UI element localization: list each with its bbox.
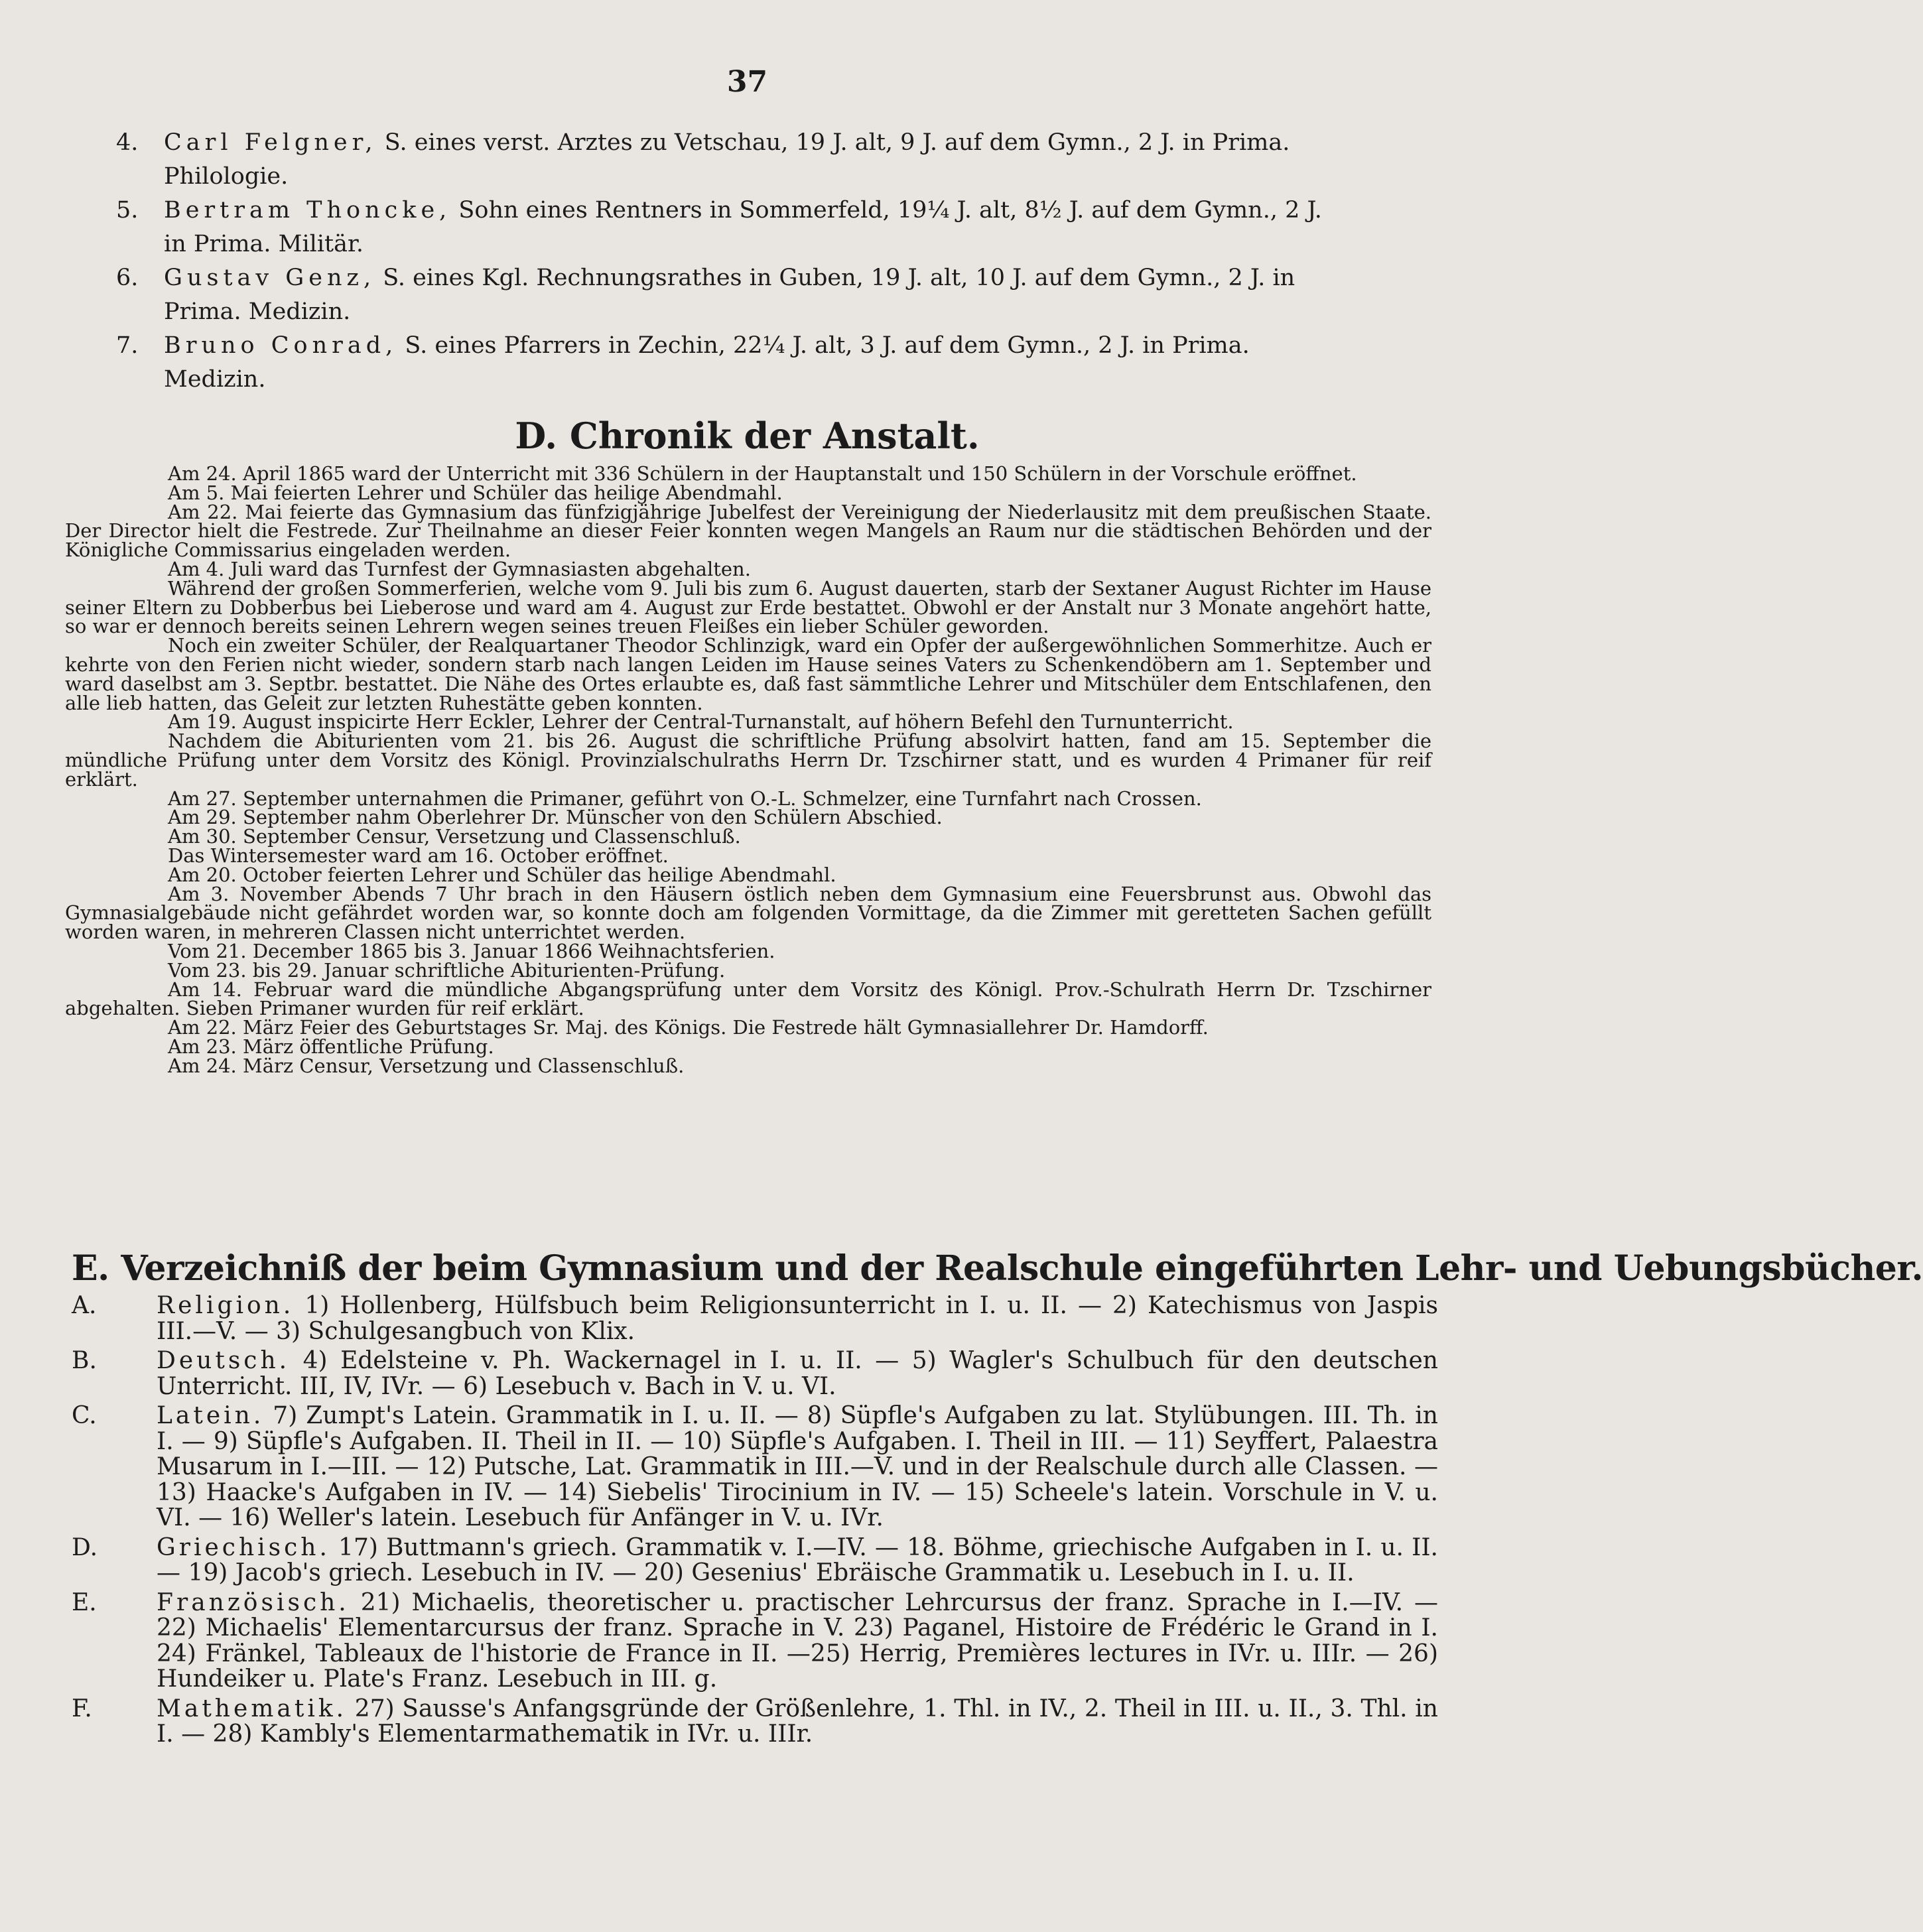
chronik-paragraph: Noch ein zweiter Schüler, der Realquartaner Theodor Schlinzigk, ward ein Opfer der außergewöhnlichen Sommerhitze. Auch er kehrte von den Ferien nicht wieder, sondern starb nach langen Leiden im Hause seines Vaters zu Schenkendöbern am 1. September und ward daselbst am 3. Septbr. bestattet. Die Nähe des Ortes erlaubte es, daß fast sämmtliche Lehrer und Mitschüler dem Entschlafenen, den alle lieb hatten, das Geleit zur letzten Ruhestätte geben konnten. xyxy=(65,634,1431,714)
book-entry xyxy=(72,1697,1438,1748)
chronik-paragraph: Vom 23. bis 29. Januar schriftliche Abiturienten-Prüfung. xyxy=(168,958,726,982)
student-name: Bertram Thoncke, xyxy=(164,197,452,224)
book-letter: B. xyxy=(72,1347,97,1374)
book-text: 21) Michaelis, theoretischer u. practischer Lehrcursus der franz. Sprache in I.—IV. — 22) Michaelis' Elementarcursus der franz. Sprache in V. 23) Paganel, Histoire de Frédéric le Grand in I. 24) Fränkel, Tableaux de l'historie de France in II. —25) Herrig, Premières lectures in IVr. u. IIIr. — 26) Hundeiker u. Plate's Franz. Lesebuch in III. g. xyxy=(157,1588,1438,1693)
book-text-block xyxy=(157,1293,1438,1344)
entry-number: 6. xyxy=(116,265,139,291)
book-text-block xyxy=(157,1348,1438,1399)
book-letter: E. xyxy=(72,1588,97,1616)
student-entry xyxy=(116,261,1433,329)
chronik-paragraph: Während der großen Sommerferien, welche vom 9. Juli bis zum 6. August dauerten, starb der Sextaner August Richter im Hause seiner Eltern zu Dobberbus bei Lieberose und ward am 4. August zur Erde bestattet. Obwohl er der Anstalt nur 3 Monate angehört hatte, so war er dennoch bereits seinen Lehrern wegen seines treuen Fleißes ein lieber Schüler geworden. xyxy=(65,576,1431,638)
chronik-paragraph: Das Wintersemester ward am 16. October eröffnet. xyxy=(168,844,669,867)
book-entry xyxy=(72,1403,1438,1531)
book-subject: Griechisch. xyxy=(157,1533,330,1561)
entry-text: Sohn eines Rentners in Sommerfeld, 19¼ J. alt, 8½ J. auf dem Gymn., 2 J. xyxy=(451,197,1322,224)
entry-continuation: Philologie. xyxy=(164,163,289,190)
entry-continuation: Medizin. xyxy=(164,366,266,393)
student-name: Gustav Genz, xyxy=(164,265,376,291)
chronik-paragraph: Am 30. September Censur, Versetzung und Classenschluß. xyxy=(168,825,741,848)
student-entry xyxy=(116,126,1433,194)
book-text: 17) Buttmann's griech. Grammatik v. I.—IV. — 18. Böhme, griechische Aufgaben in I. u. II. — 19) Jacob's griech. Lesebuch in IV. — 20) Gesenius' Ebräische Grammatik u. Lesebuch in I. u. II. xyxy=(157,1533,1438,1586)
books-heading: E. Verzeichniß der beim Gymnasium und der Realschule eingeführten Lehr- und Uebungsbücher. xyxy=(72,1248,1923,1289)
chronik-paragraph: Am 29. September nahm Oberlehrer Dr. Münscher von den Schülern Abschied. xyxy=(168,806,943,829)
book-entry xyxy=(72,1535,1438,1586)
chronik-paragraph: Am 24. April 1865 ward der Unterricht mit 336 Schülern in der Hauptanstalt und 150 Schülern in der Vorschule eröffnet. xyxy=(168,462,1357,485)
book-letter: A. xyxy=(72,1292,97,1319)
book-subject: Latein. xyxy=(157,1402,265,1429)
entry-number: 7. xyxy=(116,332,139,359)
book-text-block xyxy=(157,1590,1438,1693)
entry-text: S. eines Kgl. Rechnungsrathes in Guben, 19 J. alt, 10 J. auf dem Gymn., 2 J. in xyxy=(375,265,1295,291)
chronik-section xyxy=(65,464,1431,1076)
student-name: Bruno Conrad, xyxy=(164,332,398,359)
book-letter: F. xyxy=(72,1695,92,1722)
chronik-paragraph: Vom 21. December 1865 bis 3. Januar 1866 Weihnachtsferien. xyxy=(168,939,775,962)
book-text: 4) Edelsteine v. Ph. Wackernagel in I. u. II. — 5) Wagler's Schulbuch für den deutschen Unterricht. III, IV, IVr. — 6) Lesebuch v. Bach in V. u. VI. xyxy=(157,1347,1438,1400)
book-subject: Deutsch. xyxy=(157,1347,291,1374)
page-number: 37 xyxy=(726,65,768,99)
student-list xyxy=(116,126,1433,397)
chronik-paragraph: Am 3. November Abends 7 Uhr brach in den Häusern östlich neben dem Gymnasium eine Feuersbrunst aus. Obwohl das Gymnasialgebäude nicht gefährdet worden war, so konnte doch am folgenden Vormittage, da die Zimmer mit geretteten Sachen gefüllt worden waren, in mehreren Classen nicht unterrichtet werden. xyxy=(65,882,1431,944)
entry-number: 5. xyxy=(116,197,139,224)
chronik-paragraph: Am 4. Juli ward das Turnfest der Gymnasiasten abgehalten. xyxy=(168,557,751,580)
book-text: 1) Hollenberg, Hülfsbuch beim Religionsunterricht in I. u. II. — 2) Katechismus von Jaspis III.—V. — 3) Schulgesangbuch von Klix. xyxy=(157,1292,1438,1345)
book-letter: D. xyxy=(72,1533,98,1561)
student-entry xyxy=(116,194,1433,261)
book-entry xyxy=(72,1590,1438,1693)
book-subject: Religion. xyxy=(157,1292,295,1319)
chronik-paragraph: Nachdem die Abiturienten vom 21. bis 26. August die schriftliche Prüfung absolvirt hatten, fand am 15. September die mündliche Prüfung unter dem Vorsitz des Königl. Provinzialschulraths Herrn Dr. Tzschirner statt, und es wurden 4 Primaner für reif erklärt. xyxy=(65,730,1431,791)
chronik-paragraph: Am 22. März Feier des Geburtstages Sr. Maj. des Königs. Die Festrede hält Gymnasiallehrer Dr. Hamdorff. xyxy=(168,1016,1209,1039)
student-entry xyxy=(116,329,1433,397)
chronik-paragraph: Am 20. October feierten Lehrer und Schüler das heilige Abendmahl. xyxy=(168,863,836,886)
chronik-paragraph: Am 22. Mai feierte das Gymnasium das fünfzigjährige Jubelfest der Vereinigung der Niederlausitz mit dem preußischen Staate. Der Director hielt die Festrede. Zur Theilnahme an dieser Feier konnten wegen Mangels an Raum nur die städtischen Behörden und der Königliche Commissarius eingeladen werden. xyxy=(65,500,1431,562)
chronik-paragraph: Am 23. März öffentliche Prüfung. xyxy=(168,1035,494,1058)
chronik-heading: D. Chronik der Anstalt. xyxy=(515,415,980,457)
chronik-paragraph: Am 19. August inspicirte Herr Eckler, Lehrer der Central-Turnanstalt, auf höhern Befehl den Turnunterricht. xyxy=(168,710,1234,734)
entry-continuation: Prima. Medizin. xyxy=(164,298,351,325)
book-entry xyxy=(72,1348,1438,1399)
entry-text: S. eines verst. Arztes zu Vetschau, 19 J. alt, 9 J. auf dem Gymn., 2 J. in Prima. xyxy=(377,129,1290,156)
entry-text: S. eines Pfarrers in Zechin, 22¼ J. alt, 3 J. auf dem Gymn., 2 J. in Prima. xyxy=(397,332,1250,359)
book-subject: Französisch. xyxy=(157,1588,350,1616)
book-text-block xyxy=(157,1697,1438,1748)
chronik-paragraph: Am 14. Februar ward die mündliche Abgangsprüfung unter dem Vorsitz des Königl. Prov.-Schulrath Herrn Dr. Tzschirner abgehalten. Sieben Primaner wurden für reif erklärt. xyxy=(65,978,1431,1020)
book-entry xyxy=(72,1293,1438,1344)
book-letter: C. xyxy=(72,1402,97,1429)
entry-continuation: in Prima. Militär. xyxy=(164,231,364,257)
books-list xyxy=(72,1293,1438,1752)
book-subject: Mathematik. xyxy=(157,1695,348,1722)
chronik-paragraph: Am 27. September unternahmen die Primaner, geführt von O.-L. Schmelzer, eine Turnfahrt nach Crossen. xyxy=(168,787,1202,810)
student-name: Carl Felgner, xyxy=(164,129,377,156)
chronik-paragraph: Am 24. März Censur, Versetzung und Classenschluß. xyxy=(168,1054,685,1077)
chronik-paragraph: Am 5. Mai feierten Lehrer und Schüler das heilige Abendmahl. xyxy=(168,481,783,504)
book-text-block xyxy=(157,1535,1438,1586)
book-text-block xyxy=(157,1403,1438,1531)
book-text: 7) Zumpt's Latein. Grammatik in I. u. II. — 8) Süpfle's Aufgaben zu lat. Stylübungen. III. Th. in I. — 9) Süpfle's Aufgaben. II. Theil in II. — 10) Süpfle's Aufgaben. I. Theil in III. — 11) Seyffert, Palaestra Musarum in I.—III. — 12) Putsche, Lat. Grammatik in III.—V. und in der Realschule durch alle Classen. — 13) Haacke's Aufgaben in IV. — 14) Siebelis' Tirocinium in IV. — 15) Scheele's latein. Vorschule in V. u. VI. — 16) Weller's latein. Lesebuch für Anfänger in V. u. IVr. xyxy=(157,1402,1438,1531)
entry-number: 4. xyxy=(116,129,139,156)
book-text: 27) Sausse's Anfangsgründe der Größenlehre, 1. Thl. in IV., 2. Theil in III. u. II., 3. Thl. in I. — 28) Kambly's Elementarmathematik in IVr. u. IIIr. xyxy=(157,1695,1438,1748)
